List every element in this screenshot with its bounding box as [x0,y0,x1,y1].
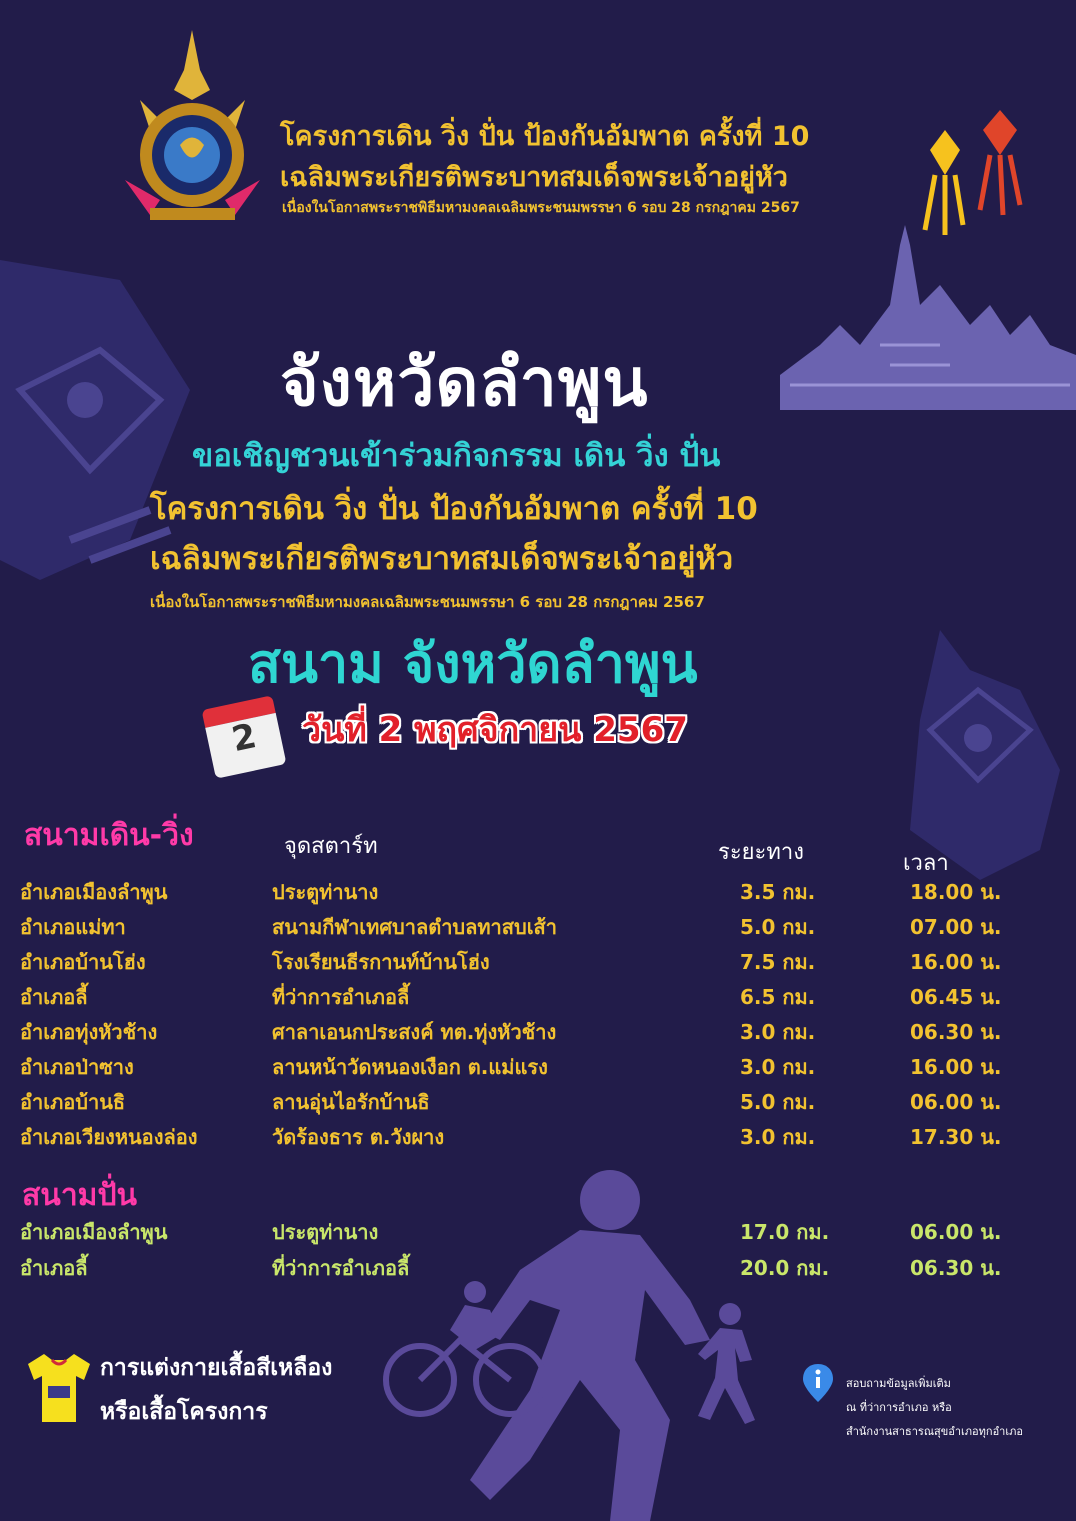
start-point: ศาลาเอนกประสงค์ ทต.ทุ่งหัวช้าง [272,1020,557,1044]
lantern-icon [915,100,1025,240]
time: 07.00 น. [910,915,1002,939]
start-point: โรงเรียนธีรกานท์บ้านโฮ่ง [272,950,490,974]
time: 06.45 น. [910,985,1002,1009]
time: 06.00 น. [910,1090,1002,1114]
col-distance-header: ระยะทาง [718,840,804,865]
dress-code-line1: การแต่งกายเสื้อสีเหลือง [100,1355,333,1381]
table-row [20,1016,1060,1050]
distance: 5.0 กม. [740,1090,816,1114]
distance: 6.5 กม. [740,985,816,1009]
district: อำเภอลี้ [20,985,88,1009]
start-point: ประตูท่านาง [272,880,379,904]
calendar-day: 2 [228,715,260,761]
shirt-icon [26,1352,92,1424]
table-row [20,911,1060,945]
distance: 17.0 กม. [740,1220,830,1244]
table-row [20,946,1060,980]
distance: 3.0 กม. [740,1125,816,1149]
col-time-header: เวลา [903,851,949,876]
table-row [20,876,1060,910]
district: อำเภอแม่ทา [20,915,126,939]
venue-title: สนาม จังหวัดลำพูน [248,632,698,695]
start-point: ที่ว่าการอำเภอลี้ [272,1256,410,1280]
distance: 5.0 กม. [740,915,816,939]
project-title: โครงการเดิน วิ่ง ปั่น ป้องกันอัมพาต ครั้งที่ 10 [150,491,758,527]
province-title: จังหวัดลำพูน [280,344,649,421]
temple-silhouette-icon [780,225,1076,410]
start-point: วัดร้องธาร ต.วังผาง [272,1125,445,1149]
info-line2: ณ ที่ว่าการอำเภอ หรือ [846,1401,952,1414]
info-pin-icon [803,1364,833,1402]
district: อำเภอเมืองลำพูน [20,880,168,904]
table-row [20,1216,1060,1250]
district: อำเภอลี้ [20,1256,88,1280]
invitation-text: ขอเชิญชวนเข้าร่วมกิจกรรม เดิน วิ่ง ปั่น [192,438,721,474]
time: 18.00 น. [910,880,1002,904]
info-line1: สอบถามข้อมูลเพิ่มเติม [846,1377,951,1390]
start-point: สนามกีฬาเทศบาลตำบลทาสบเส้า [272,915,557,939]
district: อำเภอทุ่งหัวช้าง [20,1020,158,1044]
table-row [20,1051,1060,1085]
info-line3: สำนักงานสาธารณสุขอำเภอทุกอำเภอ [846,1425,1023,1438]
table-row [20,981,1060,1015]
project-occasion: เนื่องในโอกาสพระราชพิธีมหามงคลเฉลิมพระชนมพรรษา 6 รอบ 28 กรกฎาคม 2567 [150,593,705,611]
start-point: ลานหน้าวัดหนองเงือก ต.แม่แรง [272,1055,548,1079]
bike-title: สนามปั่น [22,1178,137,1213]
walk-run-title: สนามเดิน-วิ่ง [24,818,194,853]
time: 06.00 น. [910,1220,1002,1244]
header-subtitle: เฉลิมพระเกียรติพระบาทสมเด็จพระเจ้าอยู่หัว [280,162,788,193]
cyclist-silhouette-icon [380,1280,550,1420]
small-runner-silhouette-icon [690,1300,770,1440]
table-row [20,1252,1060,1286]
distance: 20.0 กม. [740,1256,830,1280]
district: อำเภอบ้านธิ [20,1090,126,1114]
distance: 3.0 กม. [740,1055,816,1079]
start-point: ประตูท่านาง [272,1220,379,1244]
header-title: โครงการเดิน วิ่ง ปั่น ป้องกันอัมพาต ครั้งที่ 10 [280,121,810,152]
district: อำเภอบ้านโฮ่ง [20,950,146,974]
distance: 3.5 กม. [740,880,816,904]
distance: 3.0 กม. [740,1020,816,1044]
header-occasion: เนื่องในโอกาสพระราชพิธีมหามงคลเฉลิมพระชนมพรรษา 6 รอบ 28 กรกฎาคม 2567 [282,200,800,216]
project-subtitle: เฉลิมพระเกียรติพระบาทสมเด็จพระเจ้าอยู่หัว [150,541,734,577]
time: 06.30 น. [910,1256,1002,1280]
time: 16.00 น. [910,1055,1002,1079]
col-start-header: จุดสตาร์ท [284,834,378,859]
district: อำเภอเวียงหนองล่อง [20,1125,198,1149]
royal-emblem-icon [120,30,265,225]
start-point: ที่ว่าการอำเภอลี้ [272,985,410,1009]
time: 06.30 น. [910,1020,1002,1044]
start-point: ลานอุ่นไอรักบ้านธิ [272,1090,430,1114]
district: อำเภอเมืองลำพูน [20,1220,168,1244]
distance: 7.5 กม. [740,950,816,974]
time: 17.30 น. [910,1125,1002,1149]
table-row [20,1121,1060,1155]
table-row [20,1086,1060,1120]
event-date: วันที่ 2 พฤศจิกายน 2567 [302,710,688,750]
calendar-icon [202,695,287,778]
time: 16.00 น. [910,950,1002,974]
district: อำเภอป่าซาง [20,1055,134,1079]
dress-code-line2: หรือเสื้อโครงการ [100,1399,268,1425]
